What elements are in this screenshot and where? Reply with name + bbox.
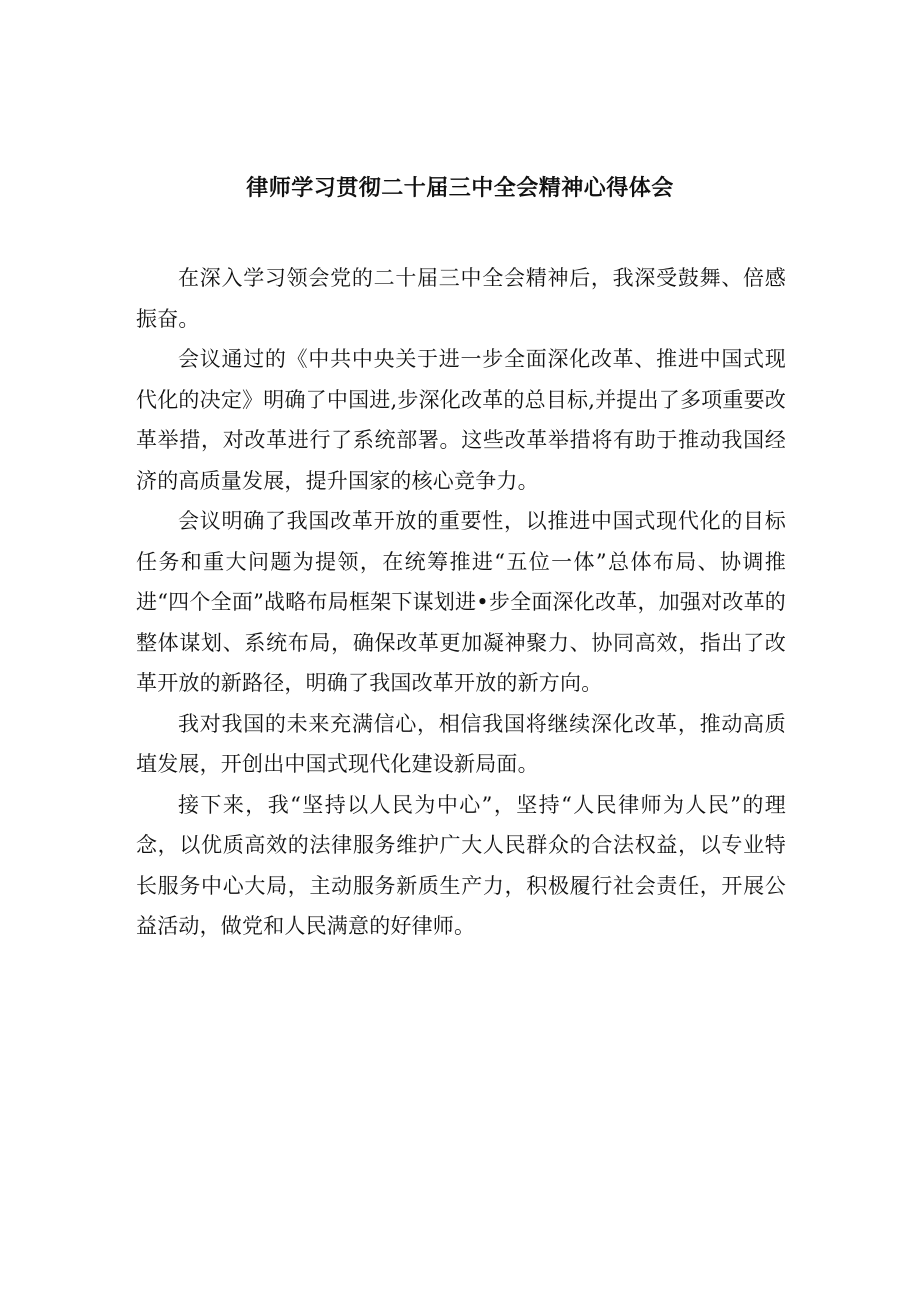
paragraph-3: 会议明确了我国改革开放的重要性，以推进中国式现代化的目标任务和重大问题为提领，在统筹推进“五位一体”总体布局、协调推进“四个全面”战略布局框架下谋划进•步全面深化改革，加强对改革的整体谋划、系统布局，确保改革更加凝神聚力、协同高效，指出了改革开放的新路径，明确了我国改革开放的新方向。	[136, 509, 786, 695]
document-title: 律师学习贯彻二十届三中全会精神心得体会	[246, 176, 674, 201]
paragraph-5: 接下来，我“坚持以人民为中心”，坚持“人民律师为人民”的理念，以优质高效的法律服务维护广大人民群众的合法权益，以专业特长服务中心大局，主动服务新质生产力，积极履行社会责任，开展公益活动，做党和人民满意的好律师。	[136, 792, 786, 938]
paragraph-4: 我对我国的未来充满信心，相信我国将继续深化改革，推动高质埴发展，开创出中国式现代化建设新局面。	[136, 711, 786, 776]
paragraph-1: 在深入学习领会党的二十届三中全会精神后，我深受鼓舞、倍感振奋。	[136, 266, 786, 331]
document-body	[136, 258, 786, 947]
paragraph-2: 会议通过的《中共中央关于进一步全面深化改革、推进中国式现代化的决定》明确了中国进,步深化改革的总目标,并提出了多项重要改革举措，对改革进行了系统部署。这些改革举措将有助于推动我国经济的高质量发展，提升国家的核心竞争力。	[136, 347, 786, 493]
